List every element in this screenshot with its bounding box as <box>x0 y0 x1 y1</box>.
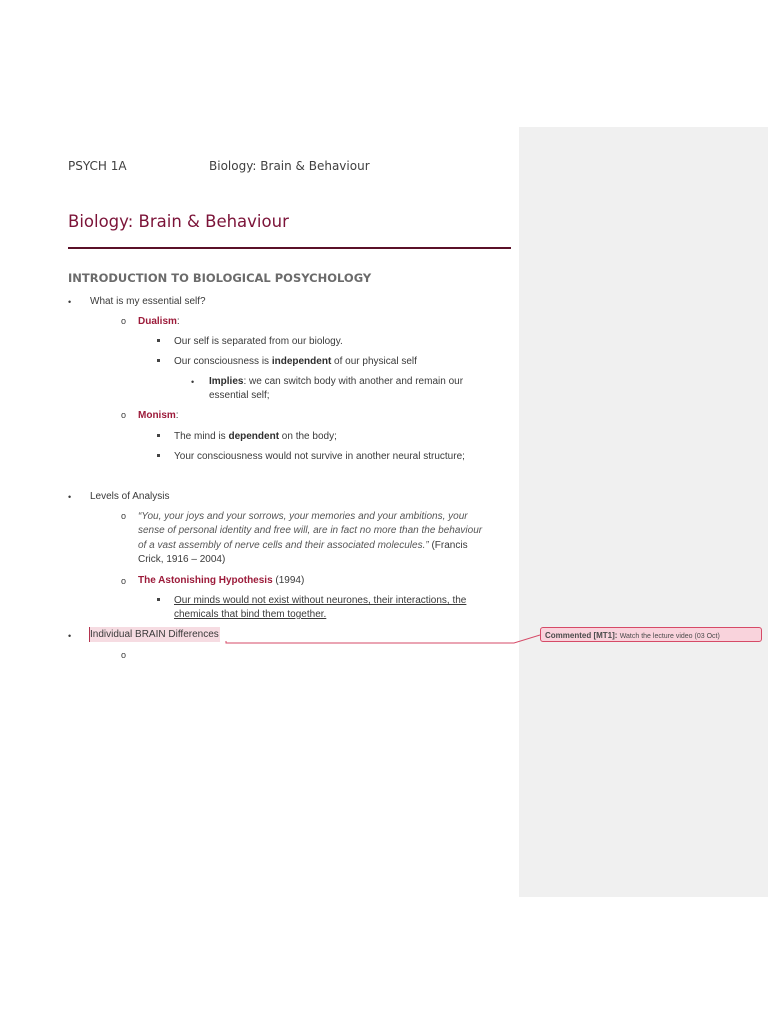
bullet-icon: • <box>68 631 72 641</box>
list-item-implies <box>209 374 463 389</box>
quote-line-2: sense of personal identity and free will, are in fact no more than the behaviour <box>138 525 483 536</box>
list-item-essential-self: What is my essential self? <box>90 296 206 307</box>
quote-attribution-start: (Francis <box>428 540 468 551</box>
document-title: Biology: Brain & Behaviour <box>68 212 289 231</box>
quote-line-3-text: of a vast assembly of nerve cells and their associated molecules.” <box>138 540 429 551</box>
square-bullet-icon <box>157 339 160 342</box>
list-item-monism <box>138 408 179 423</box>
square-bullet-icon <box>157 434 160 437</box>
bullet-icon: • <box>68 297 72 307</box>
circle-bullet-icon: o <box>121 511 127 521</box>
monism-1-post: on the body; <box>279 431 337 442</box>
header-course: PSYCH 1A <box>68 159 127 173</box>
quote-line-3 <box>138 538 468 553</box>
square-bullet-icon <box>157 454 160 457</box>
implies-bold: Implies <box>209 376 244 387</box>
header-topic: Biology: Brain & Behaviour <box>209 159 370 173</box>
monism-label: Monism <box>138 410 176 421</box>
list-item-dualism-2 <box>174 354 417 369</box>
list-item-monism-2: Your consciousness would not survive in another neural structure; <box>174 451 465 462</box>
list-item-astonishing <box>138 573 304 588</box>
section-heading: INTRODUCTION TO BIOLOGICAL POSYCHOLOGY <box>68 271 372 285</box>
square-bullet-icon <box>157 359 160 362</box>
implies-line1: : we can switch body with another and remain our <box>243 376 464 387</box>
comment-text: Watch the lecture video (03 Oct) <box>619 633 720 640</box>
quote-attribution: Crick, 1916 – 2004) <box>138 554 226 565</box>
list-item-implies-cont: essential self; <box>209 390 270 401</box>
monism-1-pre: The mind is <box>174 431 229 442</box>
circle-bullet-icon: o <box>121 650 127 660</box>
list-item-dualism <box>138 314 180 329</box>
comment-pane <box>519 127 768 897</box>
astonishing-year: (1994) <box>272 575 305 586</box>
bullet-icon: • <box>191 377 195 387</box>
circle-bullet-icon: o <box>121 316 127 326</box>
astonishing-line-2: chemicals that bind them together. <box>174 609 327 620</box>
dualism-2-bold: independent <box>271 356 332 367</box>
circle-bullet-icon: o <box>121 576 127 586</box>
circle-bullet-icon: o <box>121 410 127 420</box>
dualism-2-post: of our physical self <box>331 356 417 367</box>
dualism-colon: : <box>176 316 180 327</box>
astonishing-label: The Astonishing Hypothesis <box>138 575 273 586</box>
dualism-label: Dualism <box>138 316 177 327</box>
monism-colon: : <box>175 410 179 421</box>
list-item-levels: Levels of Analysis <box>90 491 170 502</box>
dualism-2-pre: Our consciousness is <box>174 356 272 367</box>
list-item-monism-1 <box>174 429 337 444</box>
commented-text-brain-differences[interactable]: Individual BRAIN Differences <box>90 629 219 640</box>
quote-line-1: “You, your joys and your sorrows, your memories and your ambitions, your <box>138 511 468 522</box>
bullet-icon: • <box>68 492 72 502</box>
comment-balloon[interactable] <box>540 627 762 642</box>
monism-1-bold: dependent <box>228 431 280 442</box>
astonishing-line-1: Our minds would not exist without neurones, their interactions, the <box>174 595 467 606</box>
list-item-dualism-1: Our self is separated from our biology. <box>174 336 343 347</box>
comment-label: Commented [MT1]: <box>545 631 618 640</box>
square-bullet-icon <box>157 598 160 601</box>
title-divider <box>68 247 511 249</box>
